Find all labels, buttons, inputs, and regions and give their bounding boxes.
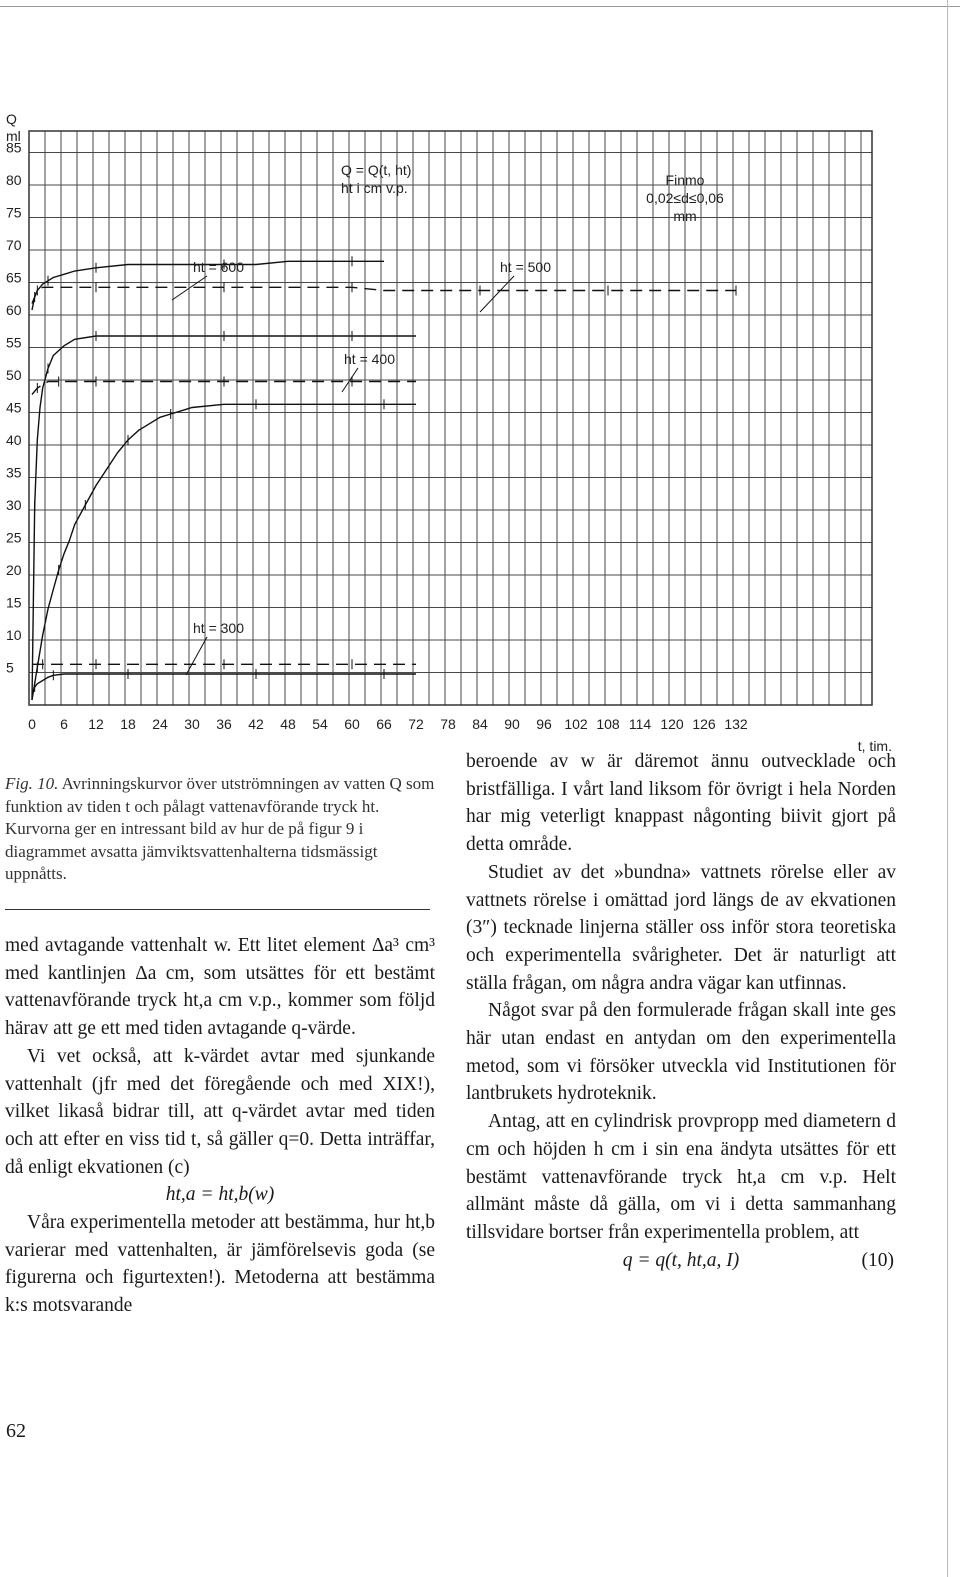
paragraph: Något svar på den formulerade frågan skall inte ges här utan endast en antydan om den experimentella metod, som vi försöker utveckla vid Institutionen för lantbrukets hydroteknik. (466, 1000, 896, 1105)
x-tick-label: 78 (440, 716, 456, 732)
y-tick-label: 30 (6, 497, 22, 513)
x-tick-label: 120 (660, 716, 684, 732)
curve-label: ht = 500 (500, 259, 551, 275)
equation-10 (466, 1247, 896, 1275)
y-tick-label: 65 (6, 269, 22, 286)
x-tick-label: 90 (504, 716, 520, 732)
chart-grid (29, 131, 872, 705)
y-axis-label: Q (6, 111, 17, 127)
x-tick-label: 96 (536, 716, 552, 732)
y-tick-label: 70 (6, 237, 22, 253)
paragraph: med avtagande vattenhalt w. Ett litet element Δa³ cm³ med kantlinjen Δa cm, som utsättes för ett bestämt vattenavförande tryck ht,a cm v.p., kommer som följd härav att ge ett med tiden avtagande q-värde. (5, 935, 435, 1040)
y-tick-label: 20 (6, 562, 22, 578)
figure-caption (5, 773, 440, 886)
x-tick-label: 54 (312, 716, 328, 732)
paragraph: Antag, att en cylindrisk provpropp med diametern d cm och höjden h cm i sin ena ändyta utsättes för ett bestämt vattenavförande tryck ht,a cm v.p. Helt allmänt måste då gälla, om vi i detta sammanhang tillsvidare bortser från experimentella problem, att (466, 1111, 896, 1243)
x-tick-label: 126 (692, 716, 716, 732)
x-tick-label: 108 (596, 716, 620, 732)
material-annotation: mm (673, 208, 697, 224)
x-tick-label: 42 (248, 716, 264, 732)
y-tick-label: 50 (6, 367, 22, 383)
x-tick-label: 84 (472, 716, 488, 732)
paragraph: Våra experimentella metoder att bestämma, hur ht,b varierar med vattenhalten, är jämförelsevis goda (se figurerna och figurtexten!). Metoderna att bestämma k:s motsvarande (5, 1212, 435, 1317)
x-tick-label: 6 (60, 716, 68, 732)
y-tick-label: 75 (6, 204, 22, 221)
x-axis-label: t, tim. (857, 738, 892, 754)
figure-caption-text: Avrinningskurvor över utströmningen av vatten Q som funktion av tiden t och pålagt vattenavförande tryck ht. Kurvorna ger en intressant bild av hur de på figur 9 i diagrammet avsatta jämviktsvattenhalterna tidsmässigt uppnåtts. (5, 774, 435, 883)
y-tick-label: 60 (6, 302, 22, 318)
y-tick-label: 5 (6, 659, 14, 676)
y-tick-label: 15 (6, 594, 22, 611)
y-tick-label: 85 (6, 139, 22, 156)
y-tick-label: 10 (6, 627, 22, 643)
x-tick-label: 0 (28, 716, 36, 732)
x-tick-label: 36 (216, 716, 232, 732)
y-tick-label: 35 (6, 464, 22, 481)
x-tick-label: 30 (184, 716, 200, 732)
x-tick-label: 48 (280, 716, 296, 732)
left-column (5, 932, 435, 1320)
figure-label: Fig. 10. (5, 774, 59, 793)
x-tick-label: 132 (724, 716, 748, 732)
curve-label: ht = 300 (193, 620, 244, 636)
chart-curves (32, 256, 736, 700)
x-tick-label: 12 (88, 716, 104, 732)
x-tick-label: 102 (564, 716, 588, 732)
x-tick-label: 72 (408, 716, 424, 732)
x-tick-label: 24 (152, 716, 168, 732)
x-tick-label: 66 (376, 716, 392, 732)
x-tick-label: 60 (344, 716, 360, 732)
right-column (466, 748, 896, 1274)
curve-label: ht = 400 (344, 351, 395, 367)
equation-number: (10) (861, 1249, 894, 1271)
chart-annotations (6, 111, 892, 754)
y-tick-label: 25 (6, 529, 22, 546)
curve-line (32, 287, 736, 303)
curve-line (32, 336, 416, 700)
material-annotation: Finmo (665, 172, 705, 188)
y-tick-label: 40 (6, 432, 22, 448)
formula-annotation: ht i cm v.p. (341, 180, 408, 196)
paragraph: Vi vet också, att k-värdet avtar med sjunkande vattenhalt (jfr med det föregående och med XIX!), vilket likaså bidrar till, att q-värdet avtar med tiden och att efter en viss tid t, så gäller q=0. Detta inträffar, då enligt ekvationen (c) (5, 1045, 435, 1178)
paragraph: Studiet av det »bundna» vattnets rörelse eller av vattnets rörelse i omättad jord längs de av ekvationen (3″) tecknade linjerna ställer oss inför stora teoretiska och experimentella svårigheter. Det är naturligt att ställa frågan, om några andra vägar kan utfinnas. (466, 861, 896, 994)
curve-line (32, 404, 416, 700)
equation: q = q(t, ht,a, I) (622, 1249, 740, 1271)
outflow-chart (0, 0, 960, 760)
y-tick-label: 55 (6, 334, 22, 351)
curve-label: ht = 600 (193, 259, 244, 275)
y-tick-label: 45 (6, 399, 22, 416)
footnote-rule (5, 909, 430, 910)
y-tick-label: 80 (6, 172, 22, 188)
paragraph: beroende av w är däremot ännu outvecklade och bristfälliga. I vårt land liksom för övrigt i hela Norden har mig veterligt knappast någonting biivit gjort på detta område. (466, 751, 896, 856)
x-tick-label: 114 (628, 716, 652, 732)
formula-annotation: Q = Q(t, ht) (341, 162, 412, 178)
equation: ht,a = ht,b(w) (165, 1184, 275, 1206)
material-annotation: 0,02≤d≤0,06 (646, 190, 724, 206)
y-axis-label: ml (6, 128, 21, 144)
x-tick-label: 18 (120, 716, 136, 732)
page-number: 62 (6, 1420, 26, 1442)
curve-line (32, 674, 416, 694)
